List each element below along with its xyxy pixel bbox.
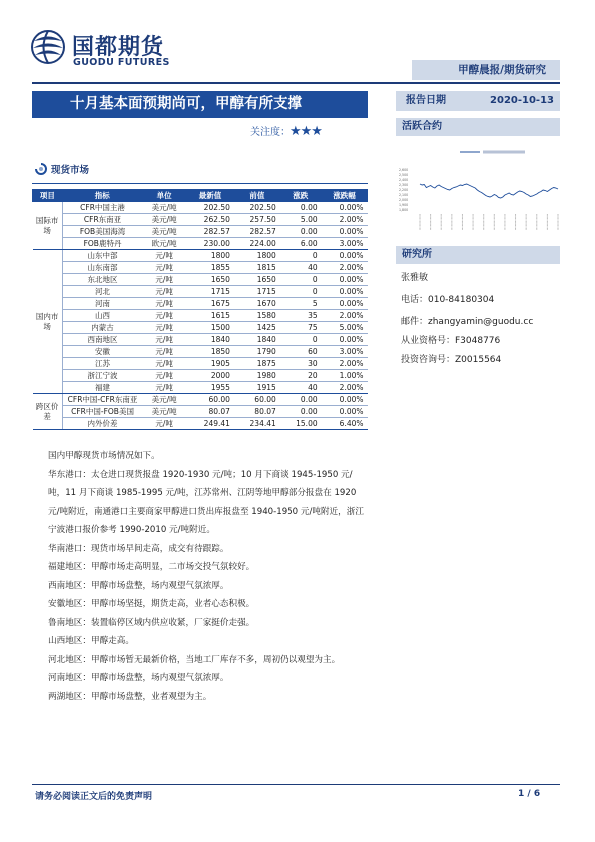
paragraph: 鲁南地区：装置临停区域内供应收紧，厂家挺价走强。 — [48, 617, 255, 628]
table-cell: 0.00% — [322, 394, 368, 406]
table-cell: 0.00% — [322, 202, 368, 214]
y-tick-label: 2,000 — [399, 198, 409, 203]
table-cell: 元/吨 — [142, 358, 186, 370]
paragraph: 河北地区：甲醇市场暂无最新价格，当地工厂库存不多，周初仍以观望为主。 — [48, 654, 341, 665]
table-row — [33, 226, 368, 238]
table-cell: 0.00% — [322, 226, 368, 238]
table-cell: 2.00% — [322, 262, 368, 274]
table-row — [33, 406, 368, 418]
table-cell: FOB美国海湾 — [62, 226, 142, 238]
table-cell: 2.00% — [322, 382, 368, 394]
table-cell: 福建 — [62, 382, 142, 394]
table-cell: 元/吨 — [142, 310, 186, 322]
paragraph: 华南港口：现货市场早间走高，成交有待跟踪。 — [48, 543, 229, 554]
column-header: 涨跌幅 — [322, 190, 368, 202]
table-cell: 282.57 — [234, 226, 280, 238]
table-cell: 元/吨 — [142, 418, 186, 430]
table-row — [33, 250, 368, 262]
table-cell: 0.00 — [280, 406, 322, 418]
table-cell: 安徽 — [62, 346, 142, 358]
table-cell: 2000 — [186, 370, 234, 382]
table-cell: 1650 — [234, 274, 280, 286]
swirl-icon — [35, 163, 47, 175]
table-cell: 224.00 — [234, 238, 280, 250]
price-series-line — [420, 184, 558, 198]
table-cell: 美元/吨 — [142, 202, 186, 214]
column-header: 最新值 — [186, 190, 234, 202]
table-row — [33, 238, 368, 250]
y-tick-label: 1,800 — [399, 208, 409, 213]
company-logo — [30, 28, 190, 72]
table-cell: 5.00 — [280, 214, 322, 226]
table-cell: 河南 — [62, 298, 142, 310]
table-cell: 5.00% — [322, 322, 368, 334]
table-cell: 元/吨 — [142, 370, 186, 382]
table-row — [33, 262, 368, 274]
table-row — [33, 418, 368, 430]
page-number: 1 / 6 — [518, 789, 541, 799]
table-cell: 1800 — [234, 250, 280, 262]
table-cell: 内外价差 — [62, 418, 142, 430]
analyst-phone: 电话：010-84180304 — [401, 295, 495, 305]
table-cell: 60.00 — [234, 394, 280, 406]
paragraph: 西南地区：甲醇市场盘整，场内观望气氛浓厚。 — [48, 580, 229, 591]
table-cell: 浙江宁波 — [62, 370, 142, 382]
table-cell: 美元/吨 — [142, 214, 186, 226]
table-cell: 山西 — [62, 310, 142, 322]
table-cell: 0.00 — [280, 226, 322, 238]
table-row — [33, 286, 368, 298]
table-cell: FOB鹿特丹 — [62, 238, 142, 250]
attention-level — [250, 123, 365, 139]
table-cell: 欧元/吨 — [142, 238, 186, 250]
attention-stars: ★★★ — [290, 124, 322, 139]
table-cell: 257.50 — [234, 214, 280, 226]
table-cell: 河北 — [62, 286, 142, 298]
y-tick-label: 2,300 — [399, 183, 409, 188]
table-cell: 5 — [280, 298, 322, 310]
table-cell: 0.00% — [322, 274, 368, 286]
y-tick-label: 2,100 — [399, 193, 409, 198]
table-cell: CFR东南亚 — [62, 214, 142, 226]
table-cell: 0.00 — [280, 394, 322, 406]
table-cell: 1.00% — [322, 370, 368, 382]
y-tick-label: 2,200 — [399, 188, 409, 193]
table-cell: 1715 — [186, 286, 234, 298]
analyst-advisor-number: 投资咨询号：Z0015564 — [401, 355, 502, 365]
analyst-email[interactable]: 邮件：zhangyamin@guodu.cc — [401, 317, 534, 327]
logo-chinese-name: 国都期货 — [72, 35, 165, 60]
table-cell: CFR中国-FOB美国 — [62, 406, 142, 418]
table-cell: 1800 — [186, 250, 234, 262]
paragraph: 华东港口：太仓进口现货报盘 1920-1930 元/吨；10 月下商谈 1945-1950 元/吨，11 月下商谈 1985-1995 元/吨，江苏常州、江阴等地甲醇部分报盘在 1920 元/吨附近，南通港口主要商家甲醇进口货出库报盘至 1940-1950 元/吨附近，浙江宁波港口报价参考 1990-2010 元/吨附近。 — [48, 469, 364, 535]
table-cell: 3.00% — [322, 346, 368, 358]
column-header: 单位 — [142, 190, 186, 202]
table-cell: 元/吨 — [142, 250, 186, 262]
table-cell: 282.57 — [186, 226, 234, 238]
table-cell: 元/吨 — [142, 322, 186, 334]
table-cell: 249.41 — [186, 418, 234, 430]
research-heading: 研究所 — [396, 246, 560, 264]
table-row — [33, 382, 368, 394]
table-row — [33, 298, 368, 310]
table-header-row — [33, 190, 368, 202]
group-label: 国内市场 — [33, 250, 63, 394]
table-cell: 60 — [280, 346, 322, 358]
table-cell: 山东南部 — [62, 262, 142, 274]
paragraph: 山西地区：甲醇走高。 — [48, 636, 134, 646]
table-row — [33, 274, 368, 286]
spot-market-title: 现货市场 — [51, 165, 90, 176]
table-cell: 1905 — [186, 358, 234, 370]
table-cell: 1840 — [186, 334, 234, 346]
y-tick-label: 2,600 — [399, 168, 409, 173]
report-date-bar — [396, 91, 560, 111]
table-cell: 美元/吨 — [142, 394, 186, 406]
table-row — [33, 310, 368, 322]
table-cell: 60.00 — [186, 394, 234, 406]
table-row — [33, 334, 368, 346]
table-cell: 元/吨 — [142, 298, 186, 310]
table-cell: 1790 — [234, 346, 280, 358]
table-cell: 1675 — [186, 298, 234, 310]
table-cell: 山东中部 — [62, 250, 142, 262]
paragraph: 河南地区：甲醇市场盘整，场内观望气氛浓厚。 — [48, 673, 229, 683]
column-header: 指标 — [62, 190, 142, 202]
table-cell: 1855 — [186, 262, 234, 274]
table-cell: 6.00 — [280, 238, 322, 250]
legend-text-block — [483, 151, 525, 154]
table-cell: CFR中国主港 — [62, 202, 142, 214]
table-cell: 1915 — [234, 382, 280, 394]
table-cell: 0.00% — [322, 286, 368, 298]
globe-logo-icon — [30, 28, 66, 66]
active-contract-chart — [398, 142, 560, 234]
table-cell: 6.40% — [322, 418, 368, 430]
report-date-value: 2020-10-13 — [490, 95, 554, 106]
spot-market-table — [32, 189, 368, 430]
table-cell: 1615 — [186, 310, 234, 322]
logo-english-name: GUODU FUTURES — [73, 57, 170, 68]
table-cell: 1425 — [234, 322, 280, 334]
table-cell: 2.00% — [322, 214, 368, 226]
table-cell: 0.00% — [322, 250, 368, 262]
table-cell: 0 — [280, 286, 322, 298]
attention-label: 关注度： — [250, 127, 290, 138]
table-cell: 内蒙古 — [62, 322, 142, 334]
paragraph: 国内甲醇现货市场情况如下。 — [48, 451, 160, 461]
table-cell: 0 — [280, 334, 322, 346]
table-cell: 元/吨 — [142, 346, 186, 358]
table-row — [33, 346, 368, 358]
table-cell: 西南地区 — [62, 334, 142, 346]
table-cell: 0 — [280, 274, 322, 286]
paragraph: 两湖地区：甲醇市场盘整，业者观望为主。 — [48, 691, 212, 702]
footer-divider — [32, 784, 560, 785]
disclaimer-notice: 请务必阅读正文后的免责声明 — [35, 792, 153, 802]
table-row — [33, 202, 368, 214]
report-category-tag: 甲醇晨报/期货研究 — [412, 60, 560, 80]
table-cell: 2.00% — [322, 358, 368, 370]
analyst-name: 张雅敏 — [401, 273, 429, 283]
table-row — [33, 394, 368, 406]
header-divider — [32, 82, 560, 84]
table-cell: 30 — [280, 358, 322, 370]
table-cell: 1715 — [234, 286, 280, 298]
group-label: 跨区价差 — [33, 394, 63, 430]
column-header: 前值 — [234, 190, 280, 202]
table-cell: 元/吨 — [142, 274, 186, 286]
table-cell: 230.00 — [186, 238, 234, 250]
report-date-label: 报告日期 — [406, 95, 446, 106]
table-row — [33, 214, 368, 226]
table-cell: 0.00% — [322, 298, 368, 310]
table-cell: 元/吨 — [142, 382, 186, 394]
paragraph: 安徽地区：甲醇市场坚挺，期货走高，业者心态积极。 — [48, 599, 255, 609]
y-tick-label: 2,500 — [399, 173, 409, 178]
table-cell: 元/吨 — [142, 262, 186, 274]
table-cell: 元/吨 — [142, 286, 186, 298]
active-contract-heading: 活跃合约 — [396, 118, 560, 136]
table-cell: 1955 — [186, 382, 234, 394]
table-cell: 1670 — [234, 298, 280, 310]
y-tick-label: 1,900 — [399, 203, 409, 208]
paragraph: 福建地区：甲醇市场走高明显，二市场交投气氛较好。 — [48, 562, 255, 572]
table-cell: 80.07 — [186, 406, 234, 418]
table-cell: 0.00 — [280, 202, 322, 214]
table-cell: 江苏 — [62, 358, 142, 370]
table-cell: CFR中国-CFR东南亚 — [62, 394, 142, 406]
table-cell: 40 — [280, 382, 322, 394]
table-cell: 262.50 — [186, 214, 234, 226]
table-cell: 3.00% — [322, 238, 368, 250]
table-cell: 1875 — [234, 358, 280, 370]
table-row — [33, 322, 368, 334]
table-cell: 20 — [280, 370, 322, 382]
table-cell: 0.00% — [322, 406, 368, 418]
spot-divider — [32, 183, 368, 184]
report-title: 十月基本面预期尚可，甲醇有所支撑 — [32, 91, 368, 118]
table-cell: 234.41 — [234, 418, 280, 430]
table-row — [33, 358, 368, 370]
table-cell: 1815 — [234, 262, 280, 274]
table-cell: 1650 — [186, 274, 234, 286]
spot-market-heading — [35, 162, 89, 176]
table-cell: 35 — [280, 310, 322, 322]
table-cell: 1840 — [234, 334, 280, 346]
table-cell: 15.00 — [280, 418, 322, 430]
table-cell: 东北地区 — [62, 274, 142, 286]
table-cell: 40 — [280, 262, 322, 274]
table-cell: 1850 — [186, 346, 234, 358]
analyst-license: 从业资格号：F3048776 — [401, 336, 501, 346]
group-label: 国际市场 — [33, 202, 63, 250]
body-text — [48, 447, 368, 706]
column-header: 涨跌 — [280, 190, 322, 202]
table-cell: 1500 — [186, 322, 234, 334]
table-cell: 0 — [280, 250, 322, 262]
column-header: 项目 — [33, 190, 63, 202]
table-cell: 1980 — [234, 370, 280, 382]
table-cell: 美元/吨 — [142, 226, 186, 238]
table-cell: 202.50 — [234, 202, 280, 214]
table-cell: 75 — [280, 322, 322, 334]
table-cell: 80.07 — [234, 406, 280, 418]
table-cell: 202.50 — [186, 202, 234, 214]
table-cell: 美元/吨 — [142, 406, 186, 418]
table-cell: 1580 — [234, 310, 280, 322]
table-row — [33, 370, 368, 382]
y-tick-label: 2,400 — [399, 178, 409, 183]
table-cell: 元/吨 — [142, 334, 186, 346]
table-cell: 0.00% — [322, 334, 368, 346]
table-cell: 2.00% — [322, 310, 368, 322]
